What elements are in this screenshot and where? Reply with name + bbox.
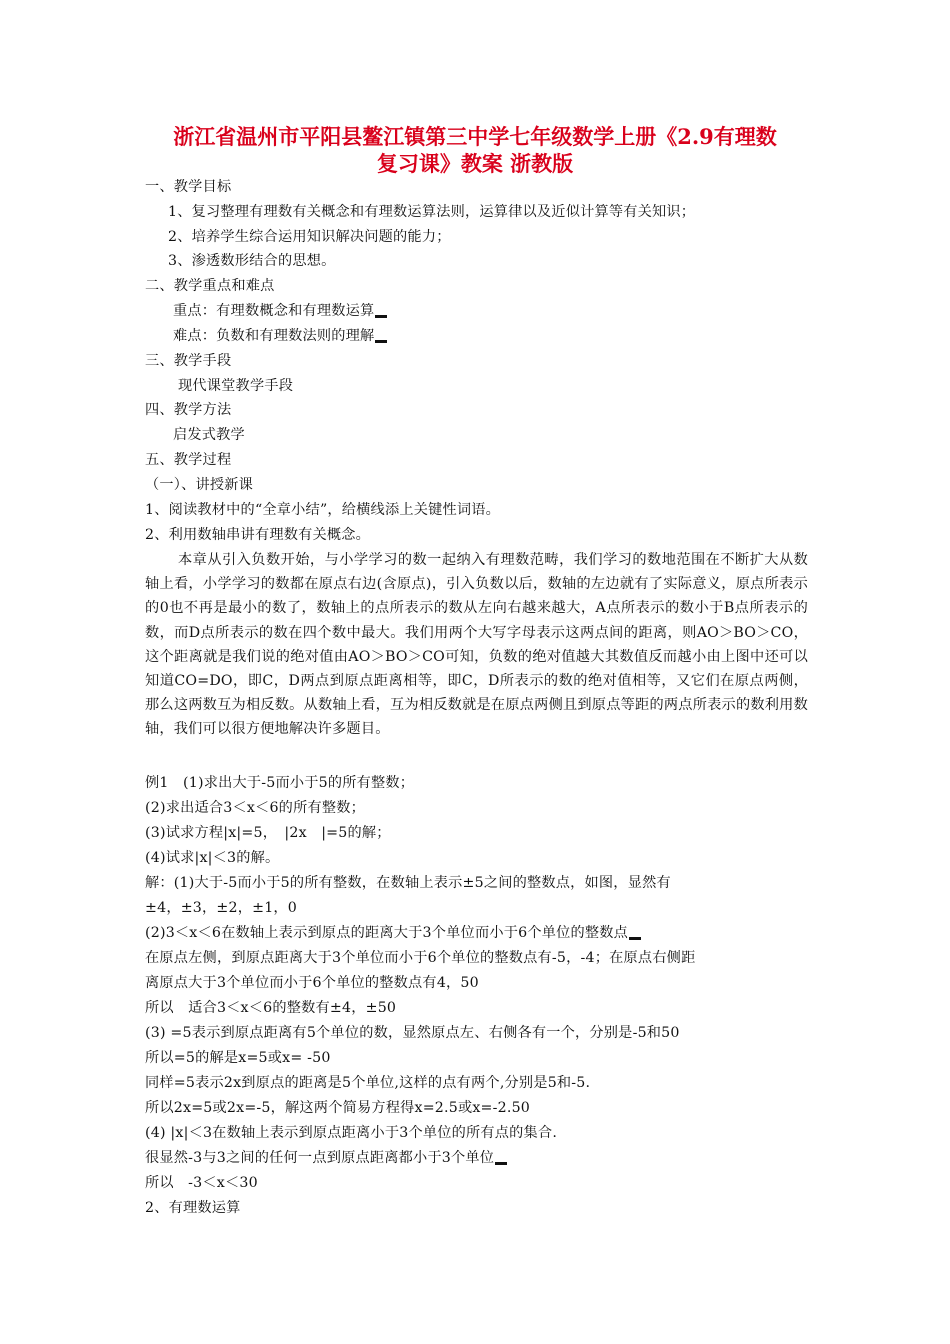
objective-item-3: 3、渗透数形结合的思想。 <box>168 253 336 269</box>
section-heading-operations: 2、有理数运算 <box>145 1200 241 1216</box>
step-read-textbook: 1、阅读教材中的“全章小结”，给横线添上关键性词语。 <box>145 502 501 518</box>
method-text: 启发式教学 <box>173 427 245 443</box>
solution-2-line-4: 所以 适合3＜x＜6的整数有±4，±50 <box>145 1000 397 1016</box>
solution-2-line-2: 在原点左侧，到原点距离大于3个单位而小于6个单位的整数点有-5，-4；在原点右侧距 <box>145 950 696 966</box>
explanation-paragraph: 本章从引入负数开始，与小学学习的数一起纳入有理数范畴，我们学习的数地范围在不断扩大从数轴上看，小学学习的数都在原点右边(含原点)，引入负数以后，数轴的左边就有了实际意义，原点所表示的0也不再是最小的数了，数轴上的点所表示的数从左向右越来越大，A点所表示的数小于B点所表示的数，而D点所表示的数在四个数中最大。我们用两个大写字母表示这两点间的距离，则AO＞BO＞CO，这个距离就是我们说的绝对值由AO＞BO＞CO可知，负数的绝对值越大其数值反而越小由上图中还可以知道CO=DO，即C，D两点到原点距离相等，即C，D所表示的数的绝对值相等，又它们在原点两侧，那么这两数互为相反数。从数轴上看，互为相反数就是在原点两侧且到原点等距的两点所表示的数利用数轴，我们可以很方便地解决许多题目。 <box>145 552 808 738</box>
bar-mark-icon <box>375 340 387 343</box>
example-question-1: 例1 (1)求出大于-5而小于5的所有整数； <box>145 775 415 791</box>
solution-4-line-2 <box>145 1149 507 1167</box>
objective-item-2: 2、培养学生综合运用知识解决问题的能力； <box>168 229 451 245</box>
focus-key-point-text: 重点：有理数概念和有理数运算 <box>173 303 375 319</box>
solution-1-line-1: 解：(1)大于-5而小于5的所有整数，在数轴上表示±5之间的整数点，如图，显然有 <box>145 875 671 891</box>
document-title-line-2: 复习课》教案 浙教版 <box>376 151 574 176</box>
solution-3-line-3: 同样=5表示2x到原点的距离是5个单位,这样的点有两个,分别是5和-5. <box>145 1075 591 1091</box>
objective-item-1: 1、复习整理有理数有关概念和有理数运算法则，运算律以及近似计算等有关知识； <box>168 204 696 220</box>
section-heading-focus: 二、教学重点和难点 <box>145 278 275 294</box>
subsection-heading-new-lesson: （一）、讲授新课 <box>145 477 254 493</box>
section-heading-method: 四、教学方法 <box>145 402 232 418</box>
focus-difficult-point-text: 难点：负数和有理数法则的理解 <box>173 328 375 344</box>
section-heading-means: 三、教学手段 <box>145 353 232 369</box>
section-heading-objectives: 一、教学目标 <box>145 179 232 195</box>
solution-2-line-3: 离原点大于3个单位而小于6个单位的整数点有4，50 <box>145 975 479 991</box>
section-heading-process: 五、教学过程 <box>145 452 232 468</box>
example-question-2: (2)求出适合3＜x＜6的所有整数； <box>145 800 366 816</box>
solution-4-line-3: 所以 -3＜x＜30 <box>145 1175 258 1191</box>
step-number-line: 2、利用数轴串讲有理数有关概念。 <box>145 527 371 543</box>
bar-mark-icon <box>375 315 387 318</box>
solution-2-line-1-text: (2)3＜x＜6在数轴上表示到原点的距离大于3个单位而小于6个单位的整数点 <box>145 925 629 941</box>
solution-3-line-1: (3) =5表示到原点距离有5个单位的数，显然原点左、右侧各有一个，分别是-5和50 <box>145 1025 680 1041</box>
solution-4-line-2-text: 很显然-3与3之间的任何一点到原点距离都小于3个单位 <box>145 1150 495 1166</box>
solution-3-line-2: 所以=5的解是x=5或x= -50 <box>145 1050 331 1066</box>
solution-1-line-2: ±4，±3，±2，±1，0 <box>145 900 298 916</box>
bar-mark-icon <box>629 937 641 940</box>
solution-3-line-4: 所以2x=5或2x=-5，解这两个简易方程得x=2.5或x=-2.50 <box>145 1100 531 1116</box>
means-text: 现代课堂教学手段 <box>178 378 294 394</box>
example-question-4: (4)试求|x|＜3的解。 <box>145 850 280 866</box>
solution-4-line-1: (4) |x|＜3在数轴上表示到原点距离小于3个单位的所有点的集合. <box>145 1125 558 1141</box>
document-title-line-1: 浙江省温州市平阳县鳌江镇第三中学七年级数学上册《2.9有理数 <box>173 124 777 149</box>
bar-mark-icon <box>495 1162 507 1165</box>
focus-difficult-point <box>173 327 387 345</box>
focus-key-point <box>173 302 387 320</box>
solution-2-line-1 <box>145 924 641 942</box>
example-question-3: (3)试求方程|x|=5， |2x |=5的解； <box>145 825 391 841</box>
